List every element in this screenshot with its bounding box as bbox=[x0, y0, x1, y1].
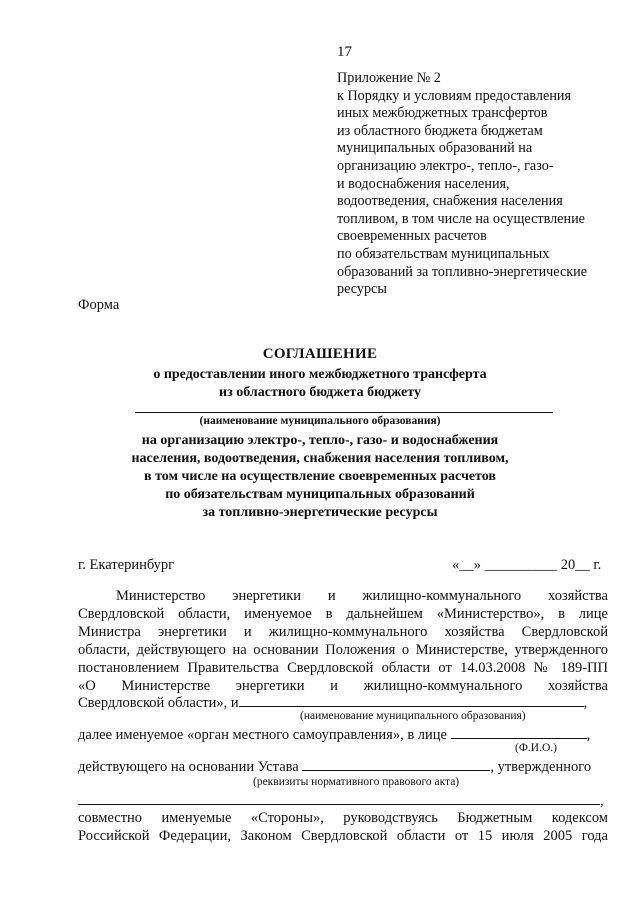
document-title: СОГЛАШЕНИЕ bbox=[262, 346, 378, 362]
appendix-line: по обязательствам муниципальных bbox=[337, 245, 550, 262]
field-caption: (наименование муниципального образования) bbox=[300, 710, 526, 722]
appendix-line: образований за топливно-энергетические bbox=[337, 263, 588, 280]
document-subtitle: из областного бюджета бюджету bbox=[219, 385, 421, 400]
comma: , bbox=[586, 727, 591, 743]
body-line: области, действующего на основании Положения о Министерстве, утвержденного bbox=[78, 642, 608, 658]
page-number: 17 bbox=[337, 44, 352, 60]
date-field[interactable]: «__» __________ 20__ г. bbox=[452, 557, 602, 573]
field-caption: (Ф.И.О.) bbox=[515, 742, 557, 754]
body-text: Свердловской области», и bbox=[78, 695, 239, 711]
body-text: , утвержденного bbox=[490, 759, 592, 775]
purpose-line: за топливно-энергетические ресурсы bbox=[202, 505, 438, 520]
purpose-line: по обязательствам муниципальных образований bbox=[165, 487, 475, 502]
appendix-line: Приложение № 2 bbox=[337, 70, 441, 86]
body-line: Российской Федерации, Законом Свердловской области от 15 июля 2005 года bbox=[78, 828, 608, 844]
appendix-line: ресурсы bbox=[337, 281, 387, 298]
body-line: Свердловской области, именуемое в дальнейшем «Министерство», в лице bbox=[78, 606, 608, 622]
body-line: Министра энергетики и жилищно-коммунального хозяйства Свердловской bbox=[78, 624, 608, 640]
fill-in-line[interactable] bbox=[135, 412, 553, 413]
appendix-line: организацию электро-, тепло-, газо- bbox=[337, 157, 554, 174]
body-line-act bbox=[78, 792, 608, 810]
purpose-line: на организацию электро-, тепло-, газо- и водоснабжения bbox=[141, 433, 499, 448]
document-subtitle: о предоставлении иного межбюджетного трансферта bbox=[153, 367, 487, 382]
purpose-line: в том числе на осуществление своевременных расчетов bbox=[144, 469, 496, 484]
appendix-line: иных межбюджетных трансфертов bbox=[337, 105, 548, 122]
act-fill-line[interactable] bbox=[78, 792, 600, 805]
appendix-line: из областного бюджета бюджетам bbox=[337, 122, 543, 139]
appendix-line: водоотведения, снабжения населения bbox=[337, 193, 563, 210]
body-line: совместно именуемые «Стороны», руководствуясь Бюджетным кодексом bbox=[78, 810, 608, 826]
place-of-signing: г. Екатеринбург bbox=[78, 557, 175, 573]
appendix-line: и водоснабжения населения, bbox=[337, 175, 510, 192]
comma: , bbox=[600, 793, 604, 809]
appendix-line: топливом, в том числе на осуществление bbox=[337, 210, 585, 227]
body-text: действующего на основании Устава bbox=[78, 759, 299, 775]
form-label: Форма bbox=[78, 297, 120, 313]
body-text: далее именуемое «орган местного самоуправления», в лице bbox=[78, 727, 447, 743]
body-line: Министерство энергетики и жилищно-коммунального хозяйства bbox=[116, 588, 608, 604]
body-line-charter bbox=[78, 758, 608, 776]
charter-fill-line[interactable] bbox=[302, 758, 490, 771]
appendix-line: своевременных расчетов bbox=[337, 228, 487, 245]
municipality-fill-line[interactable] bbox=[239, 694, 584, 707]
comma: , bbox=[583, 695, 588, 711]
fio-fill-line[interactable] bbox=[451, 726, 587, 739]
field-caption: (реквизиты нормативного правового акта) bbox=[253, 776, 460, 788]
appendix-line: к Порядку и условиям предоставления bbox=[337, 87, 572, 104]
body-line: «О Министерстве энергетики и жилищно-коммунального хозяйства bbox=[78, 678, 608, 694]
body-line: постановлением Правительства Свердловской области от 14.03.2008 № 189-ПП bbox=[78, 660, 608, 676]
appendix-block bbox=[337, 70, 587, 299]
field-caption: (наименование муниципального образования) bbox=[199, 415, 441, 427]
appendix-line: муниципальных образований на bbox=[337, 140, 533, 157]
purpose-line: населения, водоотведения, снабжения населения топливом, bbox=[131, 451, 509, 466]
